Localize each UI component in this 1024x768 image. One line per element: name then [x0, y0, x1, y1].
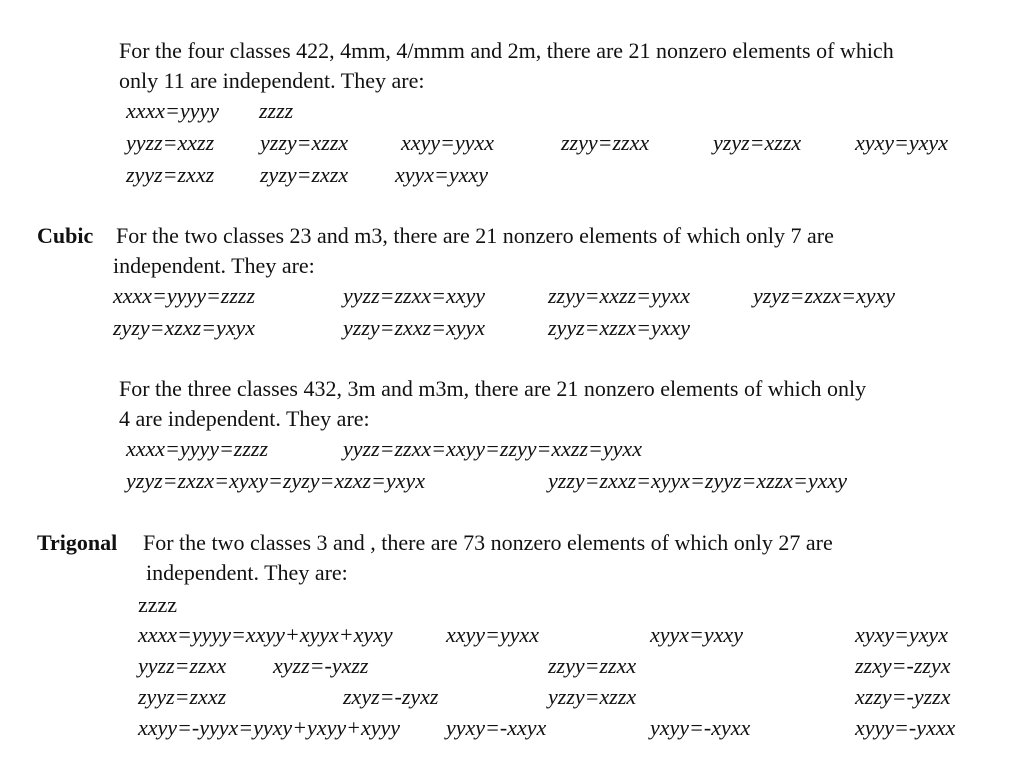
- trigonal-intro-line1: For the two classes 3 and , there are 73 nonzero elements of which only 27 are: [143, 530, 833, 555]
- trigonal-eq: xyyy=-yxxx: [855, 715, 956, 740]
- trigonal-eq: xzzy=-yzzx: [855, 684, 951, 709]
- trigonal-eq: yzzy=xzzx: [548, 684, 637, 709]
- trigonal-eq: zzxy=-zzyx: [855, 653, 951, 678]
- cubic-intro2-line2: 4 are independent. They are:: [119, 406, 370, 431]
- tetragonal-eq: zyyz=zxxz: [126, 162, 215, 187]
- trigonal-eq: xyyx=yxxy: [650, 622, 743, 647]
- cubic-eq: yzyz=zxzx=xyxy: [753, 283, 896, 308]
- cubic-intro2-line1: For the three classes 432, 3m and m3m, there are 21 nonzero elements of which only: [119, 376, 867, 401]
- tetragonal-intro-line2: only 11 are independent. They are:: [119, 68, 425, 93]
- tetragonal-eq: zzyy=zzxx: [561, 130, 650, 155]
- tetragonal-eq: yyzz=xxzz: [126, 130, 215, 155]
- trigonal-eq: zxyz=-zyxz: [343, 684, 439, 709]
- trigonal-eq: yxyy=-xyxx: [650, 715, 751, 740]
- tetragonal-eq: xxyy=yyxx: [401, 130, 494, 155]
- trigonal-eq: xxxx=yyyy=xxyy+xyyx+xyxy: [138, 622, 393, 647]
- tetragonal-eq: xyyx=yxxy: [395, 162, 488, 187]
- trigonal-label: Trigonal: [37, 530, 118, 555]
- tetragonal-eq: xyxy=yxyx: [855, 130, 948, 155]
- trigonal-eq: xxyy=-yyyx=yyxy+yxyy+xyyy: [138, 715, 401, 740]
- trigonal-eq: yyxy=-xxyx: [446, 715, 547, 740]
- cubic-intro-line1: For the two classes 23 and m3, there are 21 nonzero elements of which only 7 are: [116, 223, 834, 248]
- tetragonal-eq: yzzy=xzzx: [260, 130, 349, 155]
- trigonal-eq: xyxy=yxyx: [855, 622, 948, 647]
- tetragonal-eq: xxxx=yyyy: [126, 98, 219, 123]
- cubic-eq: zzyy=xxzz=yyxx: [548, 283, 691, 308]
- cubic-eq: yzyz=zxzx=xyxy=zyzy=xzxz=yxyx: [126, 468, 425, 493]
- trigonal-eq: xxyy=yyxx: [446, 622, 539, 647]
- trigonal-eq: zyyz=zxxz: [138, 684, 227, 709]
- cubic-eq: zyzy=xzxz=yxyx: [113, 315, 256, 340]
- cubic-eq: yzzy=zxxz=xyyx: [343, 315, 486, 340]
- cubic-eq: yzzy=zxxz=xyyx=zyyz=xzzx=yxxy: [548, 468, 847, 493]
- tetragonal-intro-line1: For the four classes 422, 4mm, 4/mmm and 2m, there are 21 nonzero elements of which: [119, 38, 894, 63]
- tetragonal-eq: yzyz=xzzx: [713, 130, 802, 155]
- trigonal-eq: zzzz: [138, 592, 178, 617]
- trigonal-eq: yyzz=zzxx: [138, 653, 227, 678]
- trigonal-eq: xyzz=-yxzz: [273, 653, 369, 678]
- trigonal-eq: zzyy=zzxx: [548, 653, 637, 678]
- tetragonal-eq: zzzz: [259, 98, 294, 123]
- cubic-eq: zyyz=xzzx=yxxy: [548, 315, 691, 340]
- tetragonal-eq: zyzy=zxzx: [260, 162, 349, 187]
- cubic-eq: xxxx=yyyy=zzzz: [113, 283, 256, 308]
- cubic-label: Cubic: [37, 223, 94, 248]
- cubic-eq: yyzz=zzxx=xxyy: [343, 283, 486, 308]
- cubic-eq: yyzz=zzxx=xxyy=zzyy=xxzz=yyxx: [343, 436, 642, 461]
- cubic-intro-line2: independent. They are:: [113, 253, 315, 278]
- cubic-eq: xxxx=yyyy=zzzz: [126, 436, 269, 461]
- trigonal-intro-line2: independent. They are:: [146, 560, 348, 585]
